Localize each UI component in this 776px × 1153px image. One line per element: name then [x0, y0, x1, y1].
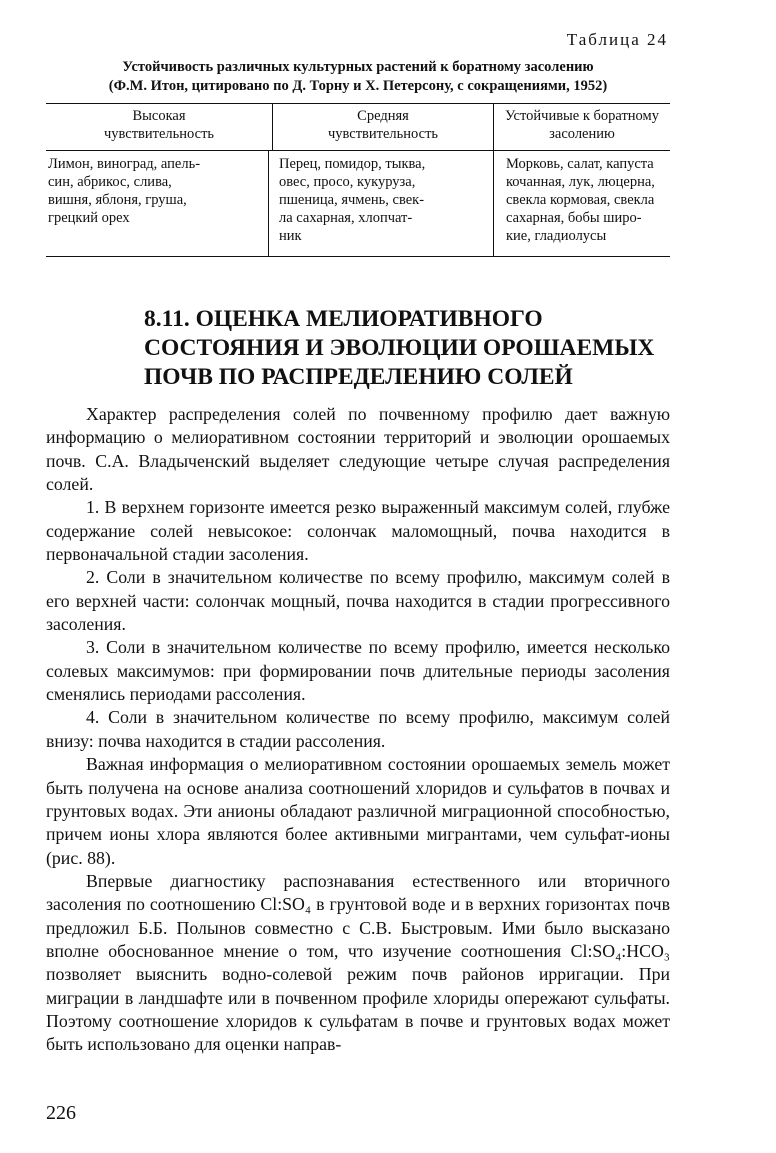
- cell-line: Лимон, виноград, апель-: [48, 156, 201, 172]
- paragraph-case-1: 1. В верхнем горизонте имеется резко выраженный максимум солей, глубже содержание солей невысокое: солончак маломощный, почва находится в первоначальной стадии засоления.: [46, 497, 670, 565]
- cell-line: син, абрикос, слива,: [48, 174, 172, 190]
- cell-line: вишня, яблоня, груша,: [48, 192, 187, 208]
- cell-line: свекла кормовая, свекла: [506, 192, 655, 208]
- cell-high-sensitivity: [46, 151, 268, 256]
- cell-line: Морковь, салат, капуста: [506, 156, 654, 172]
- cell-medium-sensitivity: [268, 151, 493, 256]
- page-number: 226: [46, 1102, 76, 1124]
- header-text: засолению: [549, 126, 615, 142]
- section-heading-line: ПОЧВ ПО РАСПРЕДЕЛЕНИЮ СОЛЕЙ: [144, 364, 573, 390]
- table-number: Таблица 24: [566, 30, 668, 49]
- table-caption: [46, 58, 670, 96]
- cell-line: ник: [279, 228, 302, 244]
- table-caption-line: Устойчивость различных культурных растений к боратному засолению: [122, 59, 594, 75]
- header-medium-sensitivity: [272, 104, 493, 150]
- header-high-sensitivity: [46, 104, 272, 150]
- table-row: [46, 151, 670, 256]
- header-text: чувствительность: [103, 126, 215, 142]
- paragraph-case-2: 2. Соли в значительном количестве по всему профилю, максимум солей в его верхней части: солончак мощный, почва находится в стадии прогрессивного засоления.: [46, 567, 670, 635]
- boron-tolerance-table: [46, 103, 670, 257]
- header-tolerant: [493, 104, 670, 150]
- cell-line: сахарная, бобы широ-: [506, 210, 642, 226]
- section-heading: [144, 305, 704, 392]
- cell-line: кочанная, лук, люцерна,: [506, 174, 655, 190]
- paragraph-case-4: 4. Соли в значительном количестве по всему профилю, максимум солей внизу: почва находится в стадии рассоления.: [46, 707, 670, 751]
- body-text: [46, 403, 670, 1057]
- cell-line: овес, просо, кукуруза,: [279, 174, 416, 190]
- cell-line: Перец, помидор, тыква,: [279, 156, 426, 172]
- cell-line: кие, гладиолусы: [506, 228, 607, 244]
- header-text: Устойчивые к боратному: [505, 108, 659, 124]
- cell-line: грецкий орех: [48, 210, 130, 226]
- cell-line: ла сахарная, хлопчат-: [279, 210, 413, 226]
- header-text: чувствительность: [327, 126, 439, 142]
- paragraph-case-3: 3. Соли в значительном количестве по всему профилю, имеется несколько солевых максимумов: при формировании почв длительные периоды засоления сменялись периодами рассоления.: [46, 637, 670, 705]
- section-heading-line: 8.11. ОЦЕНКА МЕЛИОРАТИВНОГО: [144, 306, 543, 332]
- section-heading-line: СОСТОЯНИЯ И ЭВОЛЮЦИИ ОРОШАЕМЫХ: [144, 335, 655, 361]
- cell-tolerant: [493, 151, 670, 256]
- paragraph-diagnostics: Впервые диагностику распознавания естественного или вторичного засоления по соотношению Cl:SO₄ в грунтовой воде и в верхних горизонтах почв предложил Б.Б. Полынов совместно с С.В. Быстровым. Ими было высказано вполне обоснованное мнение о том, что изучение соотношения Cl:SO₄:HCO₃ позволяет выяснить водно-солевой режим почв районов ирригации. При миграции в ландшафте или в почвенном профиле хлориды опережают сульфаты. Поэтому соотношение хлоридов к сульфатам в почве и грунтовых водах может быть использовано для оценки направ-: [46, 870, 670, 1055]
- cell-line: пшеница, ячмень, свек-: [279, 192, 425, 208]
- paragraph-anions: Важная информация о мелиоративном состоянии орошаемых земель может быть получена на основе анализа соотношений хлоридов и сульфатов в почвах и грунтовых водах. Эти анионы обладают различной миграционной способностью, причем ионы хлора являются более активными мигрантами, чем сульфат-ионы (рис. 88).: [46, 754, 670, 868]
- table-caption-line: (Ф.М. Итон, цитировано по Д. Торну и Х. Петерсону, с сокращениями, 1952): [108, 78, 608, 94]
- header-text: Средняя: [357, 108, 409, 124]
- header-text: Высокая: [132, 108, 186, 124]
- paragraph-intro: Характер распределения солей по почвенному профилю дает важную информацию о мелиоративном состоянии территорий и эволюции орошаемых почв. С.А. Владыченский выделяет следующие четыре случая распределения солей.: [46, 404, 670, 495]
- table-header-row: [46, 104, 670, 151]
